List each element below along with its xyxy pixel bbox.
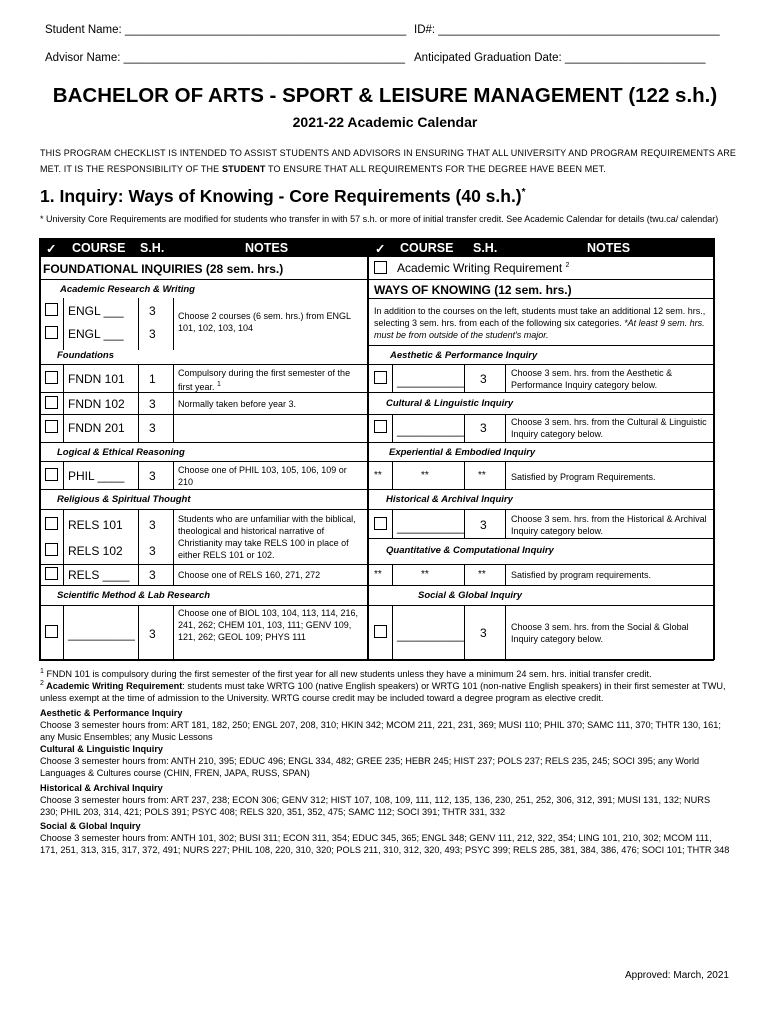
col-sep [138,461,139,489]
category-religious-spiritual: Religious & Spiritual Thought [57,494,191,505]
checkbox-science[interactable] [45,625,58,638]
course-aesthetic[interactable]: __________ [397,374,464,388]
cultural-list-text: Choose 3 semester hours from: ANTH 210, 395; EDUC 496; ENGL 334, 482; GREE 235; HEBR 245; HIST 237; POLS 237; RELS 235, 245; SOCI 395; any World Languages & Cultures course (CHIN, FREN, JAPA, RUSS, SPAN) [40,756,700,778]
checkbox-phil[interactable] [45,468,58,481]
left-course-header: COURSE [72,241,126,255]
table-left-border [39,238,41,660]
student-name-field[interactable]: Student Name: ____________________________________________ [45,24,407,36]
divider [40,509,367,510]
col-sep [138,605,139,659]
quantitative-course-placeholder: ** [421,569,429,580]
science-note: Choose one of BIOL 103, 104, 113, 114, 216, 241, 262; CHEM 101, 103, 111; GENV 109, 121, 262; GEOL 109; PHYS 111 [178,608,358,642]
left-sh-header: S.H. [140,241,165,255]
intro-line-2a: MET. IT IS THE RESPONSIBILITY OF THE [40,164,222,174]
category-aesthetic: Aesthetic & Performance Inquiry [390,350,538,361]
table-right-border [713,238,715,660]
sh-aesthetic: 3 [480,372,487,386]
sh-engl-1: 3 [149,304,156,318]
col-sep [464,364,465,392]
category-logical-ethical: Logical & Ethical Reasoning [57,447,185,458]
category-foundations: Foundations [57,350,114,361]
sh-social-global: 3 [480,626,487,640]
divider [368,298,713,299]
footnote-2-text: : students must take WRTG 100 (native English speakers) or WRTG 101 (non-native English speakers) in their first semester at TWU, unless exempt at the time of admission to the University. WRTG course credit may be included toward a degree program as elective credit. [40,681,726,704]
col-sep [392,509,393,538]
checkbox-engl-2[interactable] [45,326,58,339]
course-social-global[interactable]: __________ [397,628,464,642]
col-sep [464,564,465,585]
section-note: * University Core Requirements are modified for students who transfer in with 57 s.h. or more of initial transfer credit. See Academic Calendar for details (twu.ca/ calendar) [40,214,719,224]
aesthetic-list-text: Choose 3 semester hours from: ART 181, 182, 250; ENGL 207, 208, 310; HKIN 342; MCOM 211, 221, 231, 369; MUSI 110; PHIL 370; SAMC 111, 370; THTR 130, 161; any Music Ensembles; any Music Lessons [40,720,721,742]
col-sep [392,564,393,585]
fndn-101-note [178,367,364,393]
col-sep [505,414,506,442]
ways-of-knowing-note [374,305,710,341]
course-science[interactable]: __________ [68,627,135,641]
category-scientific-method: Scientific Method & Lab Research [57,590,211,601]
col-sep [464,414,465,442]
aesthetic-list [40,707,730,743]
checkbox-fndn-101[interactable] [45,371,58,384]
checkbox-rels-other[interactable] [45,567,58,580]
checkbox-engl-1[interactable] [45,303,58,316]
right-notes-header: NOTES [587,241,631,255]
historical-list-text: Choose 3 semester hours from: ART 237, 238; ECON 306; GENV 312; HIST 107, 108, 109, 111, 112, 135, 136, 230, 251, 252, 306, 312, 391; MUSI 131, 132; NURS 230; PHIL 203, 314, 421; POLS 391; PSYC 408; RELS 320, 351, 352, 475; SAMC 112; SOCI 391; THTR 331, 332 [40,795,711,817]
wok-note-italic: *At least 9 sem. hrs. must be from outside of the student's major. [374,318,705,340]
right-table-header [369,239,713,257]
divider [368,345,713,346]
table-center-divider [367,238,369,660]
category-research-writing: Academic Research & Writing [60,284,195,295]
quantitative-check-placeholder: ** [374,569,382,580]
writing-requirement [397,261,569,275]
col-sep [138,298,139,350]
category-social-global: Social & Global Inquiry [418,590,522,601]
fndn-101-note-text: Compulsory during the first semester of the first year. [178,368,351,392]
sh-science: 3 [149,627,156,641]
col-sep [63,364,64,442]
divider [40,564,367,565]
divider [368,279,713,280]
intro-student-emphasis: STUDENT [221,164,266,174]
divider [40,585,367,586]
category-cultural: Cultural & Linguistic Inquiry [386,398,514,409]
cultural-list [40,743,730,779]
fndn-101-footnote-ref: 1 [217,381,221,388]
historical-list [40,782,730,818]
divider [40,461,367,462]
col-sep [63,509,64,585]
checkbox-fndn-102[interactable] [45,396,58,409]
sh-rels-102: 3 [149,544,156,558]
intro-line-2 [40,161,740,177]
divider [368,489,713,490]
ways-of-knowing-heading: WAYS OF KNOWING (12 sem. hrs.) [374,283,572,297]
course-engl-1[interactable]: ENGL ___ [68,304,124,318]
right-check-header: ✓ [375,242,386,256]
divider [368,414,713,415]
social-global-note: Choose 3 sem. hrs. from the Social & Global Inquiry category below. [511,622,689,644]
phil-note: Choose one of PHIL 103, 105, 106, 109 or 210 [178,465,347,487]
divider [40,364,367,365]
divider [40,392,367,393]
section-title-sup: * [521,187,526,199]
footnote-1-number: 1 [40,668,44,675]
right-course-header: COURSE [400,241,454,255]
intro-line-1: THIS PROGRAM CHECKLIST IS INTENDED TO ASSIST STUDENTS AND ADVISORS IN ENSURING THAT ALL UNIVERSITY AND PROGRAM REQUIREMENTS ARE [40,148,737,158]
divider [368,442,713,443]
col-sep [392,605,393,659]
left-notes-header: NOTES [245,241,289,255]
sh-rels-other: 3 [149,568,156,582]
experiential-note: Satisfied by Program Requirements. [511,472,656,482]
checkbox-historical[interactable] [374,517,387,530]
category-experiential: Experiential & Embodied Inquiry [389,447,536,458]
col-sep [464,509,465,538]
sh-fndn-201: 3 [149,421,156,435]
category-historical: Historical & Archival Inquiry [386,494,513,505]
divider [368,392,713,393]
course-cultural[interactable]: __________ [397,423,464,437]
right-sh-header: S.H. [473,241,498,255]
sh-cultural: 3 [480,421,487,435]
fndn-102-note: Normally taken before year 3. [178,399,297,409]
approved-date: Approved: March, 2021 [625,970,729,981]
sh-fndn-101: 1 [149,372,156,386]
checkbox-writing-requirement[interactable] [374,261,387,274]
wok-note-text: In addition to the courses on the left, students must take an additional 12 sem. hrs., selecting 3 sem. hrs. from each of the following six categories. [374,306,706,328]
social-list [40,820,730,856]
col-sep [63,605,64,659]
intro-text [40,145,740,177]
advisor-name-field[interactable]: Advisor Name: ____________________________________________ [45,52,406,64]
divider [40,414,367,415]
left-check-header: ✓ [46,242,57,256]
cultural-note: Choose 3 sem. hrs. from the Cultural & Linguistic Inquiry category below. [511,417,707,439]
id-field[interactable]: ID#: ____________________________________________ [414,24,720,36]
graduation-date-field[interactable]: Anticipated Graduation Date: ______________________ [414,52,706,64]
checkbox-fndn-201[interactable] [45,420,58,433]
divider [40,442,367,443]
col-sep [138,364,139,442]
category-quantitative: Quantitative & Computational Inquiry [386,545,554,556]
col-sep [392,414,393,442]
sh-rels-101: 3 [149,518,156,532]
sh-historical: 3 [480,518,487,532]
checkbox-cultural[interactable] [374,420,387,433]
divider [40,489,367,490]
checkbox-aesthetic[interactable] [374,371,387,384]
footnote-2-number: 2 [40,680,44,687]
divider [368,461,713,462]
course-engl-2[interactable]: ENGL ___ [68,327,124,341]
aesthetic-list-title: Aesthetic & Performance Inquiry [40,708,183,718]
course-fndn-201: FNDN 201 [68,421,125,435]
course-historical[interactable]: __________ [397,520,464,534]
col-sep [505,605,506,659]
writing-requirement-text: Academic Writing Requirement [397,261,563,275]
experiential-course-placeholder: ** [421,470,429,481]
col-sep [173,298,174,350]
col-sep [505,509,506,538]
col-sep [464,605,465,659]
course-fndn-102: FNDN 102 [68,397,125,411]
course-rels-101: RELS 101 [68,518,123,532]
rels-note: Students who are unfamiliar with the biblical, theological and historical narrative of Christianity may take RELS 100 in place of either RELS 101 or 102. [178,514,356,560]
col-sep [505,564,506,585]
sh-engl-2: 3 [149,327,156,341]
engl-note: Choose 2 courses (6 sem. hrs.) from ENGL 101, 102, 103, 104 [178,311,351,333]
intro-line-2c: TO ENSURE THAT ALL REQUIREMENTS FOR THE DEGREE HAVE BEEN MET. [265,164,606,174]
course-rels-102: RELS 102 [68,544,123,558]
page-subtitle: 2021-22 Academic Calendar [292,114,478,130]
sh-phil: 3 [149,469,156,483]
rels-other-note: Choose one of RELS 160, 271, 272 [178,570,321,580]
table-bottom-border [39,659,714,661]
section-title [40,186,526,207]
divider [368,538,713,539]
col-sep [392,461,393,489]
footnote-2-bold: Academic Writing Requirement [43,681,183,692]
divider [40,279,367,280]
checkbox-rels-101[interactable] [45,517,58,530]
col-sep [464,461,465,489]
course-fndn-101: FNDN 101 [68,372,125,386]
experiential-sh-placeholder: ** [478,470,486,481]
quantitative-sh-placeholder: ** [478,569,486,580]
col-sep [63,298,64,350]
divider [368,564,713,565]
col-sep [173,605,174,659]
col-sep [138,509,139,585]
col-sep [63,461,64,489]
course-phil[interactable]: PHIL ____ [68,469,125,483]
divider [368,509,713,510]
social-list-title: Social & Global Inquiry [40,821,141,831]
col-sep [392,364,393,392]
checkbox-rels-102[interactable] [45,543,58,556]
experiential-check-placeholder: ** [374,470,382,481]
footnote-2 [40,678,730,704]
course-rels-other[interactable]: RELS ____ [68,568,130,582]
left-table-header [40,239,367,257]
col-sep [505,364,506,392]
historical-note: Choose 3 sem. hrs. from the Historical & Archival Inquiry category below. [511,514,707,536]
divider [368,605,713,606]
checkbox-social-global[interactable] [374,625,387,638]
cultural-list-title: Cultural & Linguistic Inquiry [40,744,164,754]
foundational-inquiries-heading: FOUNDATIONAL INQUIRIES (28 sem. hrs.) [43,262,284,276]
col-sep [173,461,174,489]
page-title: BACHELOR OF ARTS - SPORT & LEISURE MANAGEMENT (122 s.h.) [52,84,718,107]
section-title-text: 1. Inquiry: Ways of Knowing - Core Requirements (40 s.h.) [40,186,522,206]
sh-fndn-102: 3 [149,397,156,411]
writing-footnote-ref: 2 [565,262,570,269]
social-list-text: Choose 3 semester hours from: ANTH 101, 302; BUSI 311; ECON 311, 354; EDUC 345, 365; ENGL 348; GENV 111, 212, 322, 354; LING 101, 210, 302; MCOM 111, 171, 251, 313, 315, 317, 372, 491; NURS 227; PHIL 108, 220, 310, 320; POLS 211, 310, 312, 320, 493; PSYC 399; RELS 285, 381, 384, 386, 476; SOCI 101; THTR 348 [40,833,730,855]
quantitative-note: Satisfied by program requirements. [511,570,652,580]
footnote-1-text: FNDN 101 is compulsory during the first semester of the first year for all new students unless they have a minimum 24 sem. hrs. initial transfer credit. [43,669,652,680]
aesthetic-note: Choose 3 sem. hrs. from the Aesthetic & Performance Inquiry category below. [511,368,673,390]
divider [368,364,713,365]
col-sep [173,509,174,585]
divider [368,585,713,586]
divider [40,605,367,606]
historical-list-title: Historical & Archival Inquiry [40,783,163,793]
col-sep [505,461,506,489]
col-sep [173,364,174,442]
